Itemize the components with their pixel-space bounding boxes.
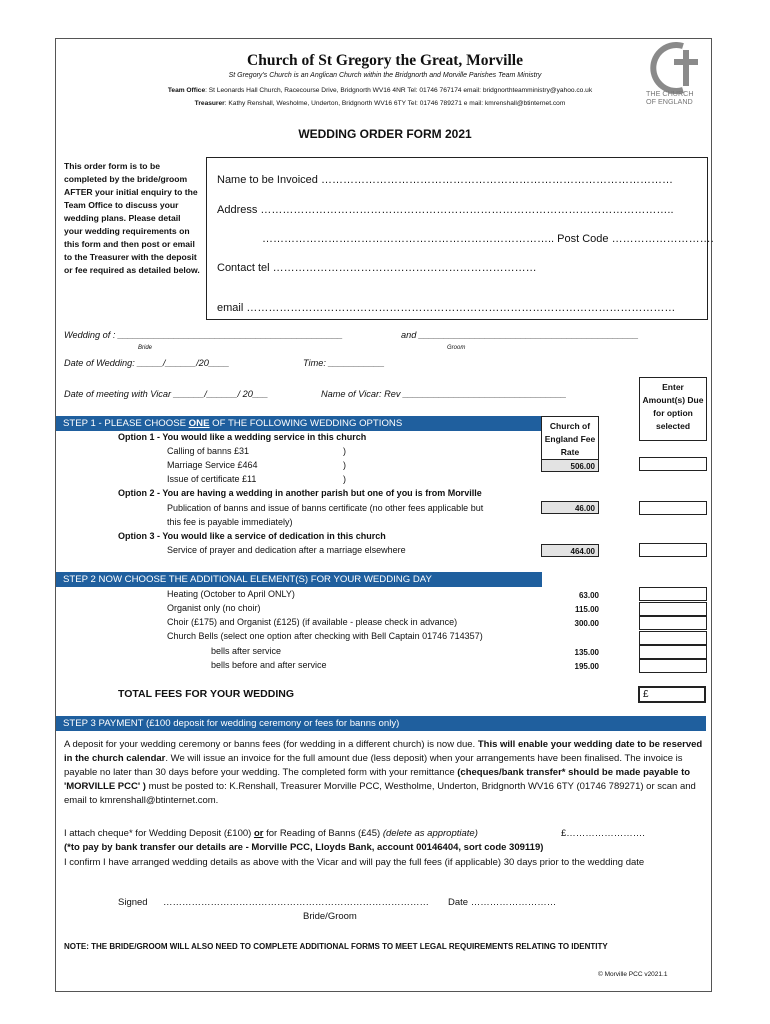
organist-item: Organist only (no choir) — [167, 603, 261, 613]
attach-text-1: I attach cheque* for Wedding Deposit (£100) — [64, 828, 254, 839]
step3-bar — [56, 716, 706, 731]
heating-item: Heating (October to April ONLY) — [167, 589, 295, 599]
confirmation-text: I confirm I have arranged wedding details as above with the Vicar and will pay the full fees (if applicable) 30 days prior to the wedding date — [64, 857, 645, 868]
payment-text-4: (cheques/bank transfer* should be made payable to 'MORVILLE PCC' ) — [64, 767, 691, 792]
treasurer-details: : Kathy Renshall, Wesholme, Underton, Bridgnorth WV16 6TY Tel: 01746 789271 e mail: kmrenshall@btinternet.com — [224, 100, 566, 107]
payment-text-3: . We will issue an invoice for the full amount due (less deposit) when your arrangements have been finalised. The invoice is payable no later than 30 days before your wedding. The completed form with your remittance — [64, 753, 683, 778]
total-fees-input[interactable] — [638, 686, 706, 703]
date-field[interactable]: Date ……………………… — [448, 897, 557, 908]
bells-amount-input[interactable] — [639, 631, 707, 645]
step2-label: STEP 2 — [63, 574, 96, 585]
option3-fee: 464.00 — [541, 544, 599, 557]
treasurer-label: Treasurer — [194, 100, 225, 107]
signed-label: Signed — [118, 897, 148, 908]
wedding-date-field[interactable]: Date of Wedding: _____/______/20____ — [64, 358, 230, 368]
option3-label: Option 3 - You would like a service of dedication in this church — [118, 531, 386, 541]
wedding-time-field[interactable]: Time: ___________ — [303, 358, 385, 368]
step1-label: STEP 1 — [63, 418, 96, 429]
option2-amount-input[interactable] — [639, 501, 707, 515]
organist-amount-input[interactable] — [639, 602, 707, 616]
pound-sign: £ — [643, 689, 649, 700]
payment-text-1: A deposit for your wedding ceremony or banns fees (for wedding in a different church) is now due. — [64, 739, 476, 750]
team-office-label: Team Office — [167, 87, 206, 94]
option3-amount-input[interactable] — [639, 543, 707, 557]
step2-bar — [56, 572, 542, 587]
banns-item: Calling of banns £31 — [167, 446, 250, 456]
payment-paragraph — [64, 738, 704, 808]
heating-amount-input[interactable] — [639, 587, 707, 601]
attach-amount-field[interactable]: £……………………. — [561, 828, 645, 839]
enter-amount-header: Enter Amount(s) Due for option selected — [639, 377, 707, 441]
step1-title-part1: - PLEASE CHOOSE — [95, 418, 189, 429]
attach-text-2: for Reading of Banns (£45) — [263, 828, 383, 839]
logo-line-1: THE CHURCH — [646, 89, 694, 98]
meeting-date-field[interactable]: Date of meeting with Vicar ______/______/ 20___ — [64, 389, 269, 399]
step1-bar — [56, 416, 542, 431]
name-field[interactable]: Name to be Invoiced …………………………………………………………………………………… — [217, 174, 673, 186]
signature-field[interactable]: ………………………………………………………………………… — [163, 897, 429, 908]
step1-title-part2: OF THE FOLLOWING WEDDING OPTIONS — [209, 418, 403, 429]
bells-after-amount-input[interactable] — [639, 645, 707, 659]
option1-amount-input[interactable] — [639, 457, 707, 471]
logo-line-2: OF ENGLAND — [646, 97, 693, 106]
attach-or: or — [253, 828, 264, 839]
prayer-dedication-item: Service of prayer and dedication after a marriage elsewhere — [167, 545, 406, 555]
option1-fee: 506.00 — [541, 459, 599, 472]
organist-fee: 115.00 — [574, 605, 599, 614]
step2-title: NOW CHOOSE THE ADDITIONAL ELEMENT(S) FOR YOUR WEDDING DAY — [95, 574, 432, 585]
bells-both-item: bells before and after service — [211, 660, 327, 670]
fee-rate-header: Church of England Fee Rate — [541, 416, 599, 462]
church-title: Church of St Gregory the Great, Morville — [247, 52, 523, 69]
bank-details: (*to pay by bank transfer our details are - Morville PCC, Lloyds Bank, account 00146404, sort code 309119) — [64, 842, 544, 853]
bells-item: Church Bells (select one option after checking with Bell Captain 01746 714357) — [167, 631, 483, 641]
choir-fee: 300.00 — [574, 619, 599, 628]
marriage-service-item: Marriage Service £464 — [167, 460, 258, 470]
email-field[interactable]: email ……………………………………………………………………………………………………… — [217, 302, 676, 314]
vicar-name-field[interactable]: Name of Vicar: Rev ________________________________ — [321, 389, 567, 399]
bells-after-fee: 135.00 — [574, 648, 599, 657]
option1-label: Option 1 - You would like a wedding service in this church — [118, 432, 367, 442]
bells-both-fee: 195.00 — [574, 662, 599, 671]
step3-label: STEP 3 — [63, 718, 96, 729]
heating-fee: 63.00 — [578, 591, 599, 600]
bride-label: Bride — [138, 345, 153, 351]
bracket-2: ) — [343, 460, 346, 470]
option2-fee: 46.00 — [541, 501, 599, 514]
choir-item: Choir (£175) and Organist (£125) (if available - please check in advance) — [167, 617, 458, 627]
legal-note: NOTE: THE BRIDE/GROOM WILL ALSO NEED TO COMPLETE ADDITIONAL FORMS TO MEET LEGAL REQUIREMENTS RELATING TO IDENTITY — [64, 942, 608, 951]
form-title: WEDDING ORDER FORM 2021 — [298, 127, 472, 141]
and-field[interactable]: and ___________________________________________ — [401, 330, 639, 340]
church-subtitle: St Gregory's Church is an Anglican Church within the Bridgnorth and Morville Parishes Team Ministry — [228, 72, 542, 79]
bracket-1: ) — [343, 446, 346, 456]
payment-text-5: must be posted to: K.Renshall, Treasurer Morville PCC, Westholme, Underton, Bridgnorth WV16 6TY (01746 789271) or scan and email to kmrenshall@btinternet.com. — [64, 781, 696, 806]
publication-item: Publication of banns and issue of banns certificate (no other fees applicable but — [167, 503, 484, 513]
attach-cheque-line — [64, 828, 478, 839]
side-note: This order form is to be completed by the bride/groom AFTER your initial enquiry to the Team Office to discuss your wedding plans. Please detail your wedding requirements on this form and then post or email to the Treasurer with the deposit or fee required as detailed below. — [64, 161, 200, 275]
attach-delete-note: (delete as approptiate) — [382, 828, 478, 839]
choir-amount-input[interactable] — [639, 616, 707, 630]
step1-title-one: ONE — [188, 418, 210, 429]
bells-after-item: bells after service — [211, 646, 282, 656]
postcode-field[interactable]: …………………………………………………………………….. Post Code ………………………. — [262, 233, 714, 245]
publication-note: this fee is payable immediately) — [167, 517, 293, 527]
bracket-3: ) — [343, 474, 346, 484]
contact-field[interactable]: Contact tel ……………………………………………………………… — [217, 262, 537, 274]
copyright: © Morville PCC v2021.1 — [598, 971, 668, 978]
wedding-of-field[interactable]: Wedding of : ____________________________________________ — [64, 330, 343, 340]
payment-text-2: This will enable your wedding date to be reserved in the church calendar — [64, 739, 703, 764]
step3-title: PAYMENT (£100 deposit for wedding ceremony or fees for banns only) — [95, 718, 400, 729]
total-fees-label: TOTAL FEES FOR YOUR WEDDING — [118, 688, 294, 700]
bride-groom-label: Bride/Groom — [303, 911, 357, 922]
groom-label: Groom — [447, 345, 466, 351]
team-office-details: : St Leonards Hall Church, Racecourse Drive, Bridgnorth WV16 4NR Tel: 01746 767174 email: bridgnorthteamministry@yahoo.co.uk — [205, 87, 593, 94]
option2-label: Option 2 - You are having a wedding in another parish but one of you is from Morville — [118, 488, 482, 498]
certificate-item: Issue of certificate £11 — [167, 474, 257, 484]
bells-both-amount-input[interactable] — [639, 659, 707, 673]
address-field[interactable]: Address ………………………………………………………………………………………………….. — [217, 204, 674, 216]
logo-text — [646, 90, 716, 106]
